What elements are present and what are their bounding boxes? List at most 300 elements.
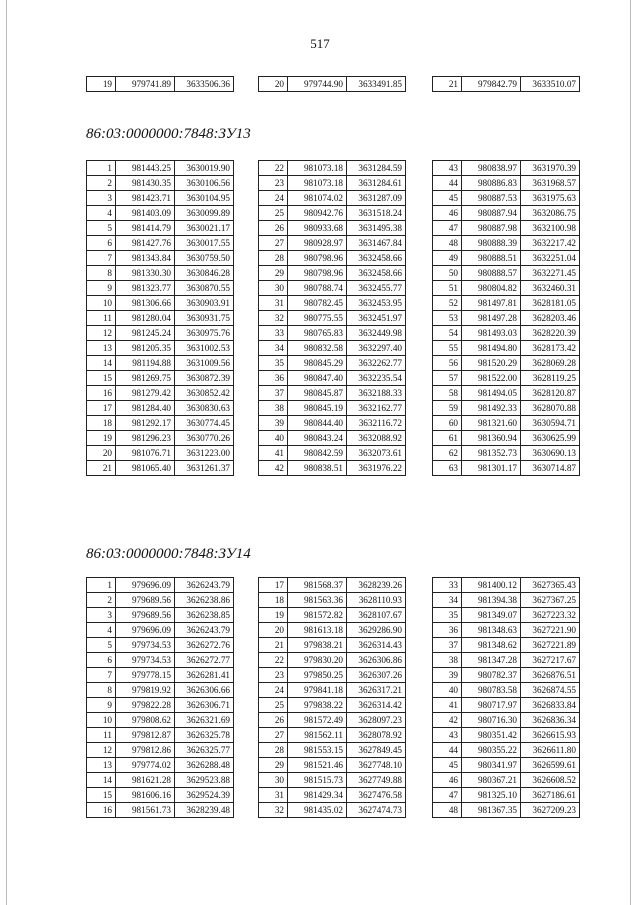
x-coordinate-cell: 981330.30 [116,266,175,281]
table-row [433,743,580,758]
point-number-cell: 1 [87,161,116,176]
y-coordinate-cell: 3631976.22 [347,461,406,476]
point-number-cell: 40 [259,431,288,446]
table-row [259,431,406,446]
y-coordinate-cell: 3629523.88 [175,773,234,788]
y-coordinate-cell: 3626238.86 [175,593,234,608]
table-row [259,341,406,356]
table-row [259,251,406,266]
x-coordinate-cell: 981497.81 [462,296,521,311]
section-title-zu13: 86:03:0000000:7848:ЗУ13 [86,126,251,142]
point-number-cell: 21 [87,461,116,476]
y-coordinate-cell: 3632188.33 [347,386,406,401]
point-number-cell: 63 [433,461,462,476]
point-number-cell: 23 [259,176,288,191]
y-coordinate-cell: 3630099.89 [175,206,234,221]
table-row [433,401,580,416]
y-coordinate-cell: 3630714.87 [521,461,580,476]
x-coordinate-cell: 981561.73 [116,803,175,818]
x-coordinate-cell: 981349.07 [462,608,521,623]
x-coordinate-cell: 980798.96 [288,266,347,281]
x-coordinate-cell: 981348.63 [462,623,521,638]
table-row [259,758,406,773]
y-coordinate-cell: 3626833.84 [521,698,580,713]
y-coordinate-cell: 3629286.90 [347,623,406,638]
point-number-cell: 5 [87,221,116,236]
point-number-cell: 10 [87,296,116,311]
x-coordinate-cell: 981065.40 [116,461,175,476]
x-coordinate-cell: 981321.60 [462,416,521,431]
x-coordinate-cell: 981572.82 [288,608,347,623]
point-number-cell: 7 [87,251,116,266]
y-coordinate-cell: 3631518.24 [347,206,406,221]
y-coordinate-cell: 3627749.88 [347,773,406,788]
x-coordinate-cell: 980887.98 [462,221,521,236]
point-number-cell: 30 [259,281,288,296]
table-row [87,653,234,668]
y-coordinate-cell: 3632235.54 [347,371,406,386]
y-coordinate-cell: 3632449.98 [347,326,406,341]
y-coordinate-cell: 3633491.85 [347,77,406,92]
x-coordinate-cell: 980928.97 [288,236,347,251]
table-row [87,638,234,653]
table-row [433,296,580,311]
table-row [87,788,234,803]
y-coordinate-cell: 3630903.91 [175,296,234,311]
point-number-cell: 25 [259,206,288,221]
point-number-cell: 39 [259,416,288,431]
table-row [433,266,580,281]
x-coordinate-cell: 981194.88 [116,356,175,371]
table-row [259,221,406,236]
table-row [87,758,234,773]
table-row [259,161,406,176]
y-coordinate-cell: 3627365.43 [521,578,580,593]
x-coordinate-cell: 979842.79 [462,77,521,92]
table-row [433,161,580,176]
table-row [259,371,406,386]
y-coordinate-cell: 3626325.77 [175,743,234,758]
y-coordinate-cell: 3628097.23 [347,713,406,728]
coordinate-table [86,160,234,476]
y-coordinate-cell: 3626288.48 [175,758,234,773]
table-row [259,773,406,788]
x-coordinate-cell: 980886.83 [462,176,521,191]
y-coordinate-cell: 3632251.04 [521,251,580,266]
x-coordinate-cell: 979741.89 [116,77,175,92]
point-number-cell: 26 [259,221,288,236]
y-coordinate-cell: 3630759.50 [175,251,234,266]
point-number-cell: 57 [433,371,462,386]
y-coordinate-cell: 3626272.77 [175,653,234,668]
y-coordinate-cell: 3626243.79 [175,578,234,593]
point-number-cell: 13 [87,341,116,356]
y-coordinate-cell: 3630019.90 [175,161,234,176]
x-coordinate-cell: 980942.76 [288,206,347,221]
point-number-cell: 20 [259,77,288,92]
y-coordinate-cell: 3627474.73 [347,803,406,818]
coordinate-table [86,577,234,818]
y-coordinate-cell: 3632088.92 [347,431,406,446]
table-row [433,446,580,461]
table-row [433,236,580,251]
point-number-cell: 9 [87,281,116,296]
point-number-cell: 7 [87,668,116,683]
x-coordinate-cell: 979774.02 [116,758,175,773]
point-number-cell: 32 [259,803,288,818]
x-coordinate-cell: 981343.84 [116,251,175,266]
y-coordinate-cell: 3626325.78 [175,728,234,743]
table-row [87,236,234,251]
point-number-cell: 20 [259,623,288,638]
x-coordinate-cell: 980717.97 [462,698,521,713]
y-coordinate-cell: 3632458.66 [347,251,406,266]
point-number-cell: 45 [433,758,462,773]
x-coordinate-cell: 980832.58 [288,341,347,356]
table-row [433,803,580,818]
y-coordinate-cell: 3630931.75 [175,311,234,326]
point-number-cell: 19 [259,608,288,623]
table-row [433,191,580,206]
x-coordinate-cell: 981076.71 [116,446,175,461]
x-coordinate-cell: 981367.35 [462,803,521,818]
table-row [259,578,406,593]
table-row [87,608,234,623]
y-coordinate-cell: 3628119.25 [521,371,580,386]
table-row [433,77,580,92]
y-coordinate-cell: 3631467.84 [347,236,406,251]
point-number-cell: 37 [259,386,288,401]
y-coordinate-cell: 3631284.61 [347,176,406,191]
y-coordinate-cell: 3629524.39 [175,788,234,803]
table-row [259,788,406,803]
point-number-cell: 55 [433,341,462,356]
point-number-cell: 14 [87,773,116,788]
x-coordinate-cell: 981427.76 [116,236,175,251]
point-number-cell: 31 [259,296,288,311]
y-coordinate-cell: 3628239.26 [347,578,406,593]
table-row [87,461,234,476]
y-coordinate-cell: 3631009.56 [175,356,234,371]
point-number-cell: 35 [433,608,462,623]
y-coordinate-cell: 3631002.53 [175,341,234,356]
table-row [433,326,580,341]
x-coordinate-cell: 980843.24 [288,431,347,446]
table-row [433,638,580,653]
point-number-cell: 29 [259,266,288,281]
x-coordinate-cell: 981280.04 [116,311,175,326]
y-coordinate-cell: 3626321.69 [175,713,234,728]
y-coordinate-cell: 3632217.42 [521,236,580,251]
section-title-zu14: 86:03:0000000:7848:ЗУ14 [86,546,251,562]
table-row [433,356,580,371]
x-coordinate-cell: 981493.03 [462,326,521,341]
right-scan-edge [630,0,631,905]
table-row [433,416,580,431]
y-coordinate-cell: 3631968.57 [521,176,580,191]
table-row [87,191,234,206]
y-coordinate-cell: 3628203.46 [521,311,580,326]
table-row [87,416,234,431]
point-number-cell: 22 [259,161,288,176]
y-coordinate-cell: 3627748.10 [347,758,406,773]
table-row [259,77,406,92]
point-number-cell: 44 [433,176,462,191]
y-coordinate-cell: 3630104.95 [175,191,234,206]
x-coordinate-cell: 981606.16 [116,788,175,803]
x-coordinate-cell: 979819.92 [116,683,175,698]
point-number-cell: 43 [433,728,462,743]
table-row [259,191,406,206]
x-coordinate-cell: 981074.02 [288,191,347,206]
x-coordinate-cell: 979838.21 [288,638,347,653]
x-coordinate-cell: 979778.15 [116,668,175,683]
point-number-cell: 43 [433,161,462,176]
point-number-cell: 1 [87,578,116,593]
table-row [87,578,234,593]
point-number-cell: 58 [433,386,462,401]
table-row [87,803,234,818]
point-number-cell: 48 [433,236,462,251]
y-coordinate-cell: 3626608.52 [521,773,580,788]
y-coordinate-cell: 3632073.61 [347,446,406,461]
point-number-cell: 41 [259,446,288,461]
y-coordinate-cell: 3626306.71 [175,698,234,713]
x-coordinate-cell: 980775.55 [288,311,347,326]
x-coordinate-cell: 980782.37 [462,668,521,683]
x-coordinate-cell: 979830.20 [288,653,347,668]
table-row [87,326,234,341]
y-coordinate-cell: 3626307.26 [347,668,406,683]
x-coordinate-cell: 979838.22 [288,698,347,713]
table-row [87,446,234,461]
y-coordinate-cell: 3627209.23 [521,803,580,818]
y-coordinate-cell: 3626615.93 [521,728,580,743]
x-coordinate-cell: 981301.17 [462,461,521,476]
point-number-cell: 12 [87,326,116,341]
x-coordinate-cell: 980341.97 [462,758,521,773]
table-row [259,698,406,713]
x-coordinate-cell: 981073.18 [288,161,347,176]
point-number-cell: 20 [87,446,116,461]
table-row [87,683,234,698]
x-coordinate-cell: 981494.05 [462,386,521,401]
y-coordinate-cell: 3632460.31 [521,281,580,296]
y-coordinate-cell: 3632271.45 [521,266,580,281]
x-coordinate-cell: 981325.10 [462,788,521,803]
y-coordinate-cell: 3633510.07 [521,77,580,92]
point-number-cell: 45 [433,191,462,206]
point-number-cell: 24 [259,683,288,698]
y-coordinate-cell: 3631287.09 [347,191,406,206]
point-number-cell: 12 [87,743,116,758]
point-number-cell: 19 [87,77,116,92]
table-row [87,593,234,608]
table-row [259,608,406,623]
point-number-cell: 9 [87,698,116,713]
point-number-cell: 3 [87,191,116,206]
point-number-cell: 18 [259,593,288,608]
x-coordinate-cell: 979734.53 [116,653,175,668]
table-row [87,386,234,401]
y-coordinate-cell: 3633506.36 [175,77,234,92]
y-coordinate-cell: 3631975.63 [521,191,580,206]
point-number-cell: 42 [259,461,288,476]
x-coordinate-cell: 980933.68 [288,221,347,236]
x-coordinate-cell: 979850.25 [288,668,347,683]
y-coordinate-cell: 3627186.61 [521,788,580,803]
x-coordinate-cell: 979822.28 [116,698,175,713]
coordinate-table [432,577,580,818]
point-number-cell: 46 [433,773,462,788]
point-number-cell: 16 [87,803,116,818]
x-coordinate-cell: 981347.28 [462,653,521,668]
table-row [259,638,406,653]
point-number-cell: 24 [259,191,288,206]
table-row [87,431,234,446]
table-row [433,668,580,683]
point-number-cell: 52 [433,296,462,311]
y-coordinate-cell: 3630021.17 [175,221,234,236]
y-coordinate-cell: 3626599.61 [521,758,580,773]
x-coordinate-cell: 981568.37 [288,578,347,593]
y-coordinate-cell: 3626317.21 [347,683,406,698]
x-coordinate-cell: 981403.09 [116,206,175,221]
table-row [259,266,406,281]
table-row [87,743,234,758]
y-coordinate-cell: 3628078.92 [347,728,406,743]
x-coordinate-cell: 981553.15 [288,743,347,758]
table-row [87,623,234,638]
point-number-cell: 8 [87,683,116,698]
left-scan-edge [6,0,7,905]
point-number-cell: 38 [259,401,288,416]
point-number-cell: 22 [259,653,288,668]
point-number-cell: 47 [433,788,462,803]
x-coordinate-cell: 980783.58 [462,683,521,698]
table-row [433,608,580,623]
y-coordinate-cell: 3626874.55 [521,683,580,698]
y-coordinate-cell: 3630830.63 [175,401,234,416]
table-row [433,371,580,386]
table-row [259,461,406,476]
point-number-cell: 61 [433,431,462,446]
point-number-cell: 42 [433,713,462,728]
x-coordinate-cell: 979689.56 [116,608,175,623]
y-coordinate-cell: 3628070.88 [521,401,580,416]
point-number-cell: 27 [259,728,288,743]
point-number-cell: 33 [259,326,288,341]
table-row [433,788,580,803]
table-row [87,728,234,743]
table-row [259,713,406,728]
table-row [87,221,234,236]
y-coordinate-cell: 3626243.79 [175,623,234,638]
table-row [87,341,234,356]
table-row [259,743,406,758]
table-row [87,266,234,281]
y-coordinate-cell: 3626306.66 [175,683,234,698]
table-row [87,281,234,296]
y-coordinate-cell: 3628069.28 [521,356,580,371]
point-number-cell: 31 [259,788,288,803]
y-coordinate-cell: 3627849.45 [347,743,406,758]
point-number-cell: 54 [433,326,462,341]
point-number-cell: 38 [433,653,462,668]
table-row [433,176,580,191]
coordinate-table [86,76,234,92]
x-coordinate-cell: 980844.40 [288,416,347,431]
y-coordinate-cell: 3627223.32 [521,608,580,623]
y-coordinate-cell: 3632116.72 [347,416,406,431]
x-coordinate-cell: 980765.83 [288,326,347,341]
y-coordinate-cell: 3631261.37 [175,461,234,476]
point-number-cell: 16 [87,386,116,401]
table-row [433,683,580,698]
table-row [259,803,406,818]
point-number-cell: 36 [259,371,288,386]
y-coordinate-cell: 3632453.95 [347,296,406,311]
x-coordinate-cell: 980351.42 [462,728,521,743]
x-coordinate-cell: 980367.21 [462,773,521,788]
point-number-cell: 56 [433,356,462,371]
y-coordinate-cell: 3628220.39 [521,326,580,341]
point-number-cell: 4 [87,206,116,221]
point-number-cell: 51 [433,281,462,296]
y-coordinate-cell: 3630872.39 [175,371,234,386]
y-coordinate-cell: 3630774.45 [175,416,234,431]
x-coordinate-cell: 980355.22 [462,743,521,758]
x-coordinate-cell: 980845.87 [288,386,347,401]
y-coordinate-cell: 3626876.51 [521,668,580,683]
x-coordinate-cell: 981205.35 [116,341,175,356]
table-row [433,758,580,773]
point-number-cell: 41 [433,698,462,713]
x-coordinate-cell: 981323.77 [116,281,175,296]
x-coordinate-cell: 981360.94 [462,431,521,446]
x-coordinate-cell: 979808.62 [116,713,175,728]
x-coordinate-cell: 981522.00 [462,371,521,386]
point-number-cell: 17 [259,578,288,593]
y-coordinate-cell: 3630625.99 [521,431,580,446]
y-coordinate-cell: 3626836.34 [521,713,580,728]
point-number-cell: 53 [433,311,462,326]
point-number-cell: 44 [433,743,462,758]
y-coordinate-cell: 3632100.98 [521,221,580,236]
table-row [433,698,580,713]
point-number-cell: 28 [259,251,288,266]
point-number-cell: 13 [87,758,116,773]
y-coordinate-cell: 3628181.05 [521,296,580,311]
point-number-cell: 5 [87,638,116,653]
x-coordinate-cell: 981306.66 [116,296,175,311]
table-row [433,341,580,356]
point-number-cell: 6 [87,653,116,668]
x-coordinate-cell: 980887.53 [462,191,521,206]
y-coordinate-cell: 3631284.59 [347,161,406,176]
y-coordinate-cell: 3628239.48 [175,803,234,818]
table-row [87,161,234,176]
x-coordinate-cell: 981073.18 [288,176,347,191]
x-coordinate-cell: 981492.33 [462,401,521,416]
x-coordinate-cell: 979841.18 [288,683,347,698]
point-number-cell: 49 [433,251,462,266]
table-row [87,311,234,326]
y-coordinate-cell: 3626238.85 [175,608,234,623]
x-coordinate-cell: 979696.09 [116,578,175,593]
point-number-cell: 40 [433,683,462,698]
point-number-cell: 18 [87,416,116,431]
